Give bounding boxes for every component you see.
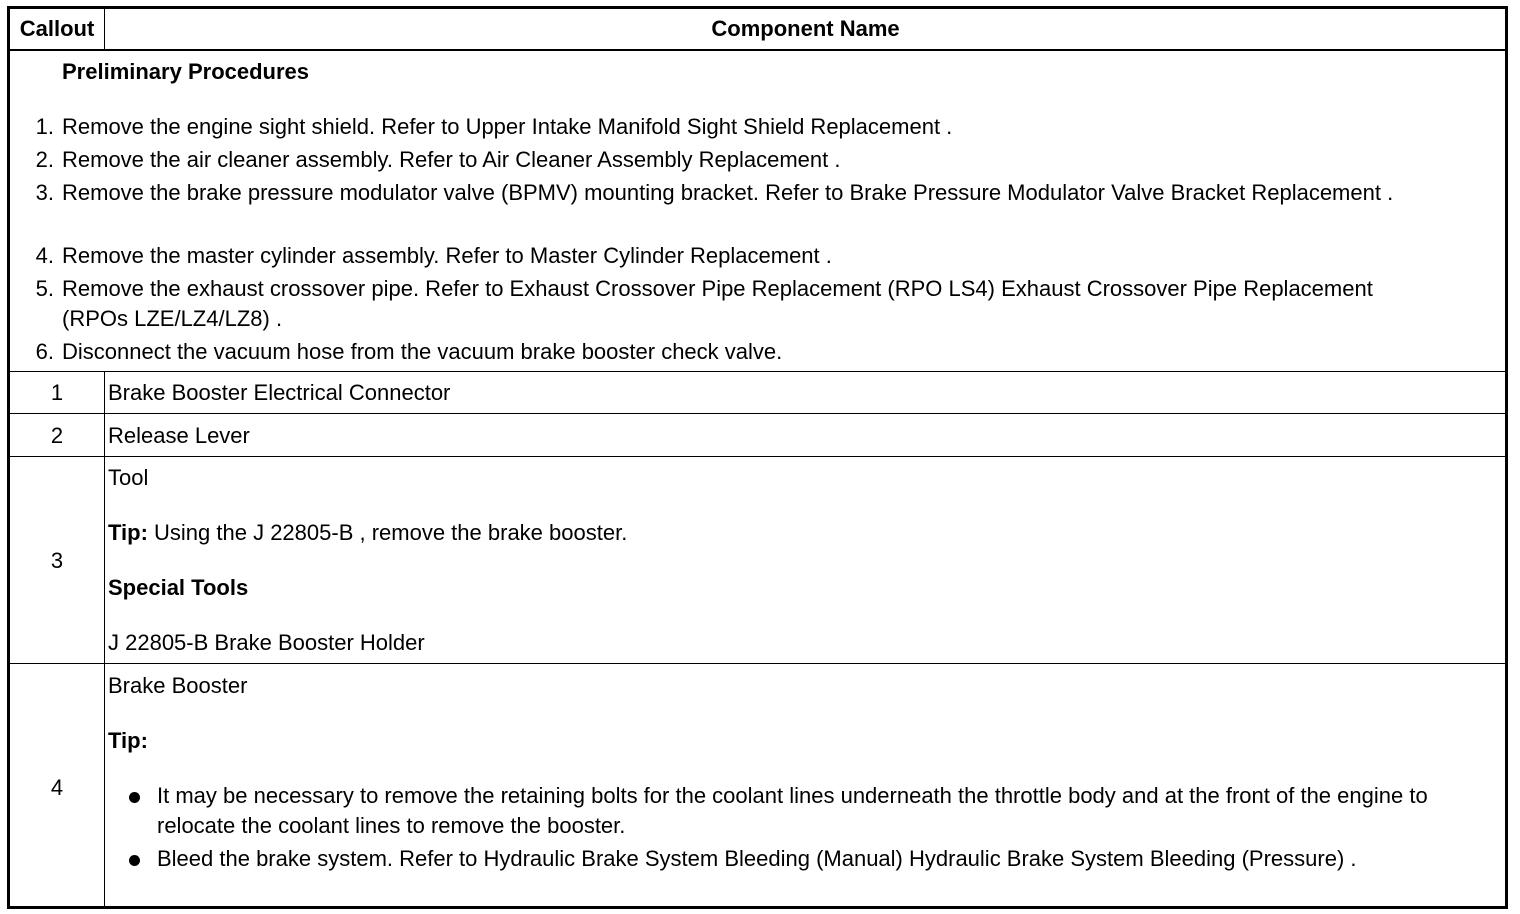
step-text: Remove the master cylinder assembly. Refer to Master Cylinder Replacement . — [62, 243, 832, 268]
component-name: Brake Booster Electrical Connector — [108, 380, 451, 405]
procedure-table — [7, 6, 1508, 909]
callout-number: 4 — [50, 775, 64, 800]
column-divider-body — [104, 371, 105, 906]
step-number: 5. — [35, 276, 54, 301]
bullet-icon — [129, 855, 140, 866]
tip-label: Tip: — [108, 520, 148, 545]
bullet-text: Bleed the brake system. Refer to Hydraulic Brake System Bleeding (Manual) Hydraulic Brake System Bleeding (Pressure) . — [157, 846, 1357, 871]
bullet-icon — [129, 792, 140, 803]
header-callout: Callout — [19, 16, 95, 41]
preliminary-title: Preliminary Procedures — [62, 59, 310, 84]
special-tools-text: J 22805-B Brake Booster Holder — [108, 630, 425, 655]
header-rule — [10, 49, 1505, 51]
bullet-text: It may be necessary to remove the retaining bolts for the coolant lines underneath the throttle body and at the front of the engine to relocate the coolant lines to remove the booster. — [157, 783, 1428, 838]
step-text: Remove the exhaust crossover pipe. Refer to Exhaust Crossover Pipe Replacement (RPO LS4) Exhaust Crossover Pipe Replacement (RPOs LZE/LZ4/LZ8) . — [62, 276, 1373, 331]
header-component-name: Component Name — [711, 16, 900, 41]
step-number: 2. — [35, 147, 54, 172]
tip-label: Tip: — [108, 728, 148, 753]
step-number: 6. — [35, 339, 54, 364]
callout-number: 2 — [50, 423, 64, 448]
step-text: Remove the engine sight shield. Refer to Upper Intake Manifold Sight Shield Replacement . — [62, 114, 953, 139]
row-rule-prelim — [10, 371, 1505, 372]
step-text: Disconnect the vacuum hose from the vacuum brake booster check valve. — [62, 339, 783, 364]
step-number: 4. — [35, 243, 54, 268]
tip-line — [108, 518, 627, 548]
special-tools-label: Special Tools — [108, 575, 249, 600]
step-text: Remove the brake pressure modulator valve (BPMV) mounting bracket. Refer to Brake Pressure Modulator Valve Bracket Replacement . — [62, 180, 1394, 205]
tip-text: Using the J 22805-B , remove the brake booster. — [147, 520, 628, 545]
callout-number: 1 — [50, 380, 64, 405]
row-rule-1 — [10, 413, 1505, 414]
component-name: Release Lever — [108, 423, 250, 448]
step-number: 1. — [35, 114, 54, 139]
component-name: Tool — [108, 465, 149, 490]
callout-number: 3 — [50, 548, 64, 573]
step-number: 3. — [35, 180, 54, 205]
row-rule-3 — [10, 663, 1505, 664]
step-text: Remove the air cleaner assembly. Refer to Air Cleaner Assembly Replacement . — [62, 147, 841, 172]
component-name: Brake Booster — [108, 673, 248, 698]
column-divider-header — [104, 9, 105, 49]
row-rule-2 — [10, 456, 1505, 457]
